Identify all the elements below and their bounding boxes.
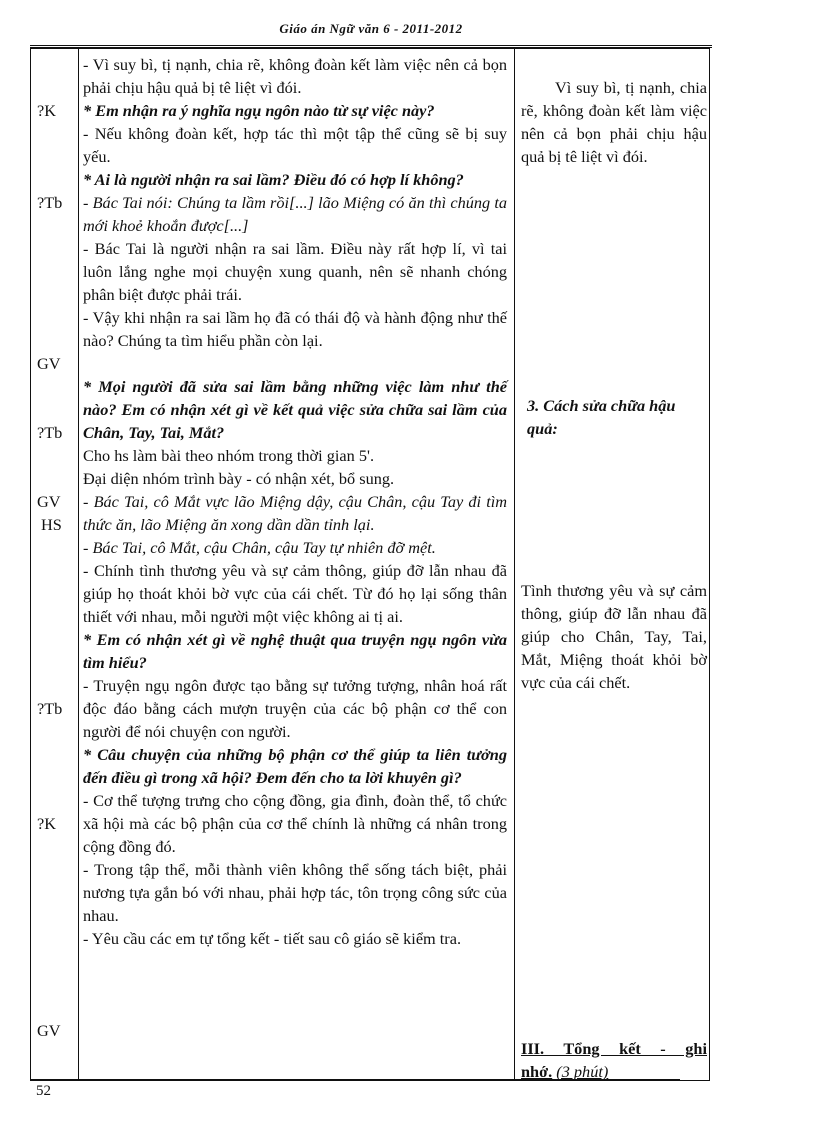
content-paragraph: Cho hs làm bài theo nhóm trong thời gian 5'. [83,446,375,465]
content-paragraph: - Cơ thể tượng trưng cho cộng đồng, gia đình, đoàn thể, tổ chức xã hội mà các bộ phận của cơ thể chính là những cá nhân trong cộng đồng đó. [83,791,507,856]
section-heading: 3. Cách sửa chữa hậu quả: [527,396,676,438]
question-text: * Em có nhận xét gì về nghệ thuật qua truyện ngụ ngôn vừa tìm hiểu? [83,630,507,672]
summary-column [521,53,707,1081]
question-text: * Câu chuyện của những bộ phận cơ thể giúp ta liên tưởng đến điều gì trong xã hội? Đem đến cho ta lời khuyên gì? [83,745,507,787]
row-label: ?Tb [37,699,63,718]
page-number: 52 [36,1083,51,1099]
section-title-word: nhớ. [521,1062,553,1081]
content-paragraph: - Truyện ngụ ngôn được tạo bằng sự tưởng tượng, nhân hoá rất độc đáo bằng cách mượn truyện của các bộ phận cơ thể con người để nói chuyện con người. [83,676,507,741]
question-text: * Ai là người nhận ra sai lầm? Điều đó có hợp lí không? [83,170,464,189]
content-paragraph: - Vậy khi nhận ra sai lầm họ đã có thái độ và hành động như thế nào? Chúng ta tìm hiểu phần còn lại. [83,308,507,350]
footer-rule [30,1079,680,1080]
content-paragraph: Đại diện nhóm trình bày - có nhận xét, bổ sung. [83,469,395,488]
content-paragraph: - Yêu cầu các em tự tổng kết - tiết sau cô giáo sẽ kiểm tra. [83,929,462,948]
page-header [30,16,712,48]
row-label: ?Tb [37,193,63,212]
column-divider-right [514,49,515,1080]
row-label: HS [41,515,62,534]
quote-text: - Bác Tai, cô Mắt vực lão Miệng dậy, cậu Chân, cậu Tay đi tìm thức ăn, lão Miệng ăn xong dần dần tỉnh lại. [83,492,507,534]
content-paragraph: - Chính tình thương yêu và sự cảm thông, giúp đỡ lẫn nhau đã giúp họ thoát khỏi bờ vực của cái chết. Từ đó họ lại sống thân thiết với nhau, mỗi người một việc không ai tị ai. [83,561,507,626]
row-label: GV [37,1021,61,1040]
summary-paragraph: Vì suy bì, tị nạnh, chia rẽ, không đoàn kết làm việc nên cả bọn phải chịu hậu quả bị tê liệt vì đói. [521,78,707,166]
section-time: (3 phút) [556,1062,609,1081]
spacer [83,352,507,375]
quote-text: - Bác Tai, cô Mắt, cậu Chân, cậu Tay tự nhiên đỡ mệt. [83,538,436,557]
content-paragraph: - Vì suy bì, tị nạnh, chia rẽ, không đoàn kết làm việc nên cả bọn phải chịu hậu quả bị tê liệt vì đói. [83,55,507,97]
content-column [83,53,507,950]
summary-section-title [521,1037,707,1083]
section-title-line: III. Tổng kết - ghi [521,1039,707,1058]
content-paragraph: - Bác Tai là người nhận ra sai lầm. Điều này rất hợp lí, vì tai luôn lắng nghe mọi chuyện xung quanh, nên sẽ nhanh chóng phân biệt được phải trái. [83,239,507,304]
header-title: Giáo án Ngữ văn 6 - 2011-2012 [279,21,463,36]
row-label: ?Tb [37,423,63,442]
lesson-table [30,48,710,1081]
row-label: ?K [37,101,56,120]
row-label: GV [37,492,61,511]
content-paragraph: - Trong tập thể, mỗi thành viên không thể sống tách biệt, phải nương tựa gắn bó với nhau, phải hợp tác, tôn trọng công sức của nhau. [83,860,507,925]
content-paragraph: - Nếu không đoàn kết, hợp tác thì một tập thể cũng sẽ bị suy yếu. [83,124,507,166]
quote-text: - Bác Tai nói: Chúng ta lầm rồi[...] lão Miệng có ăn thì chúng ta mới khoẻ khoắn được[...] [83,193,507,235]
row-label: GV [37,354,61,373]
summary-paragraph: Tình thương yêu và sự cảm thông, giúp đỡ lẫn nhau đã giúp cho Chân, Tay, Tai, Mắt, Miệng thoát khỏi bờ vực của cái chết. [521,581,707,692]
row-label: ?K [37,814,56,833]
question-text: * Mọi người đã sửa sai lầm bằng những việc làm như thế nào? Em có nhận xét gì về kết quả việc sửa chữa sai lầm của Chân, Tay, Tai, Mắt? [83,377,507,442]
question-text: * Em nhận ra ý nghĩa ngụ ngôn nào từ sự việc này? [83,101,435,120]
column-divider-left [78,49,79,1080]
